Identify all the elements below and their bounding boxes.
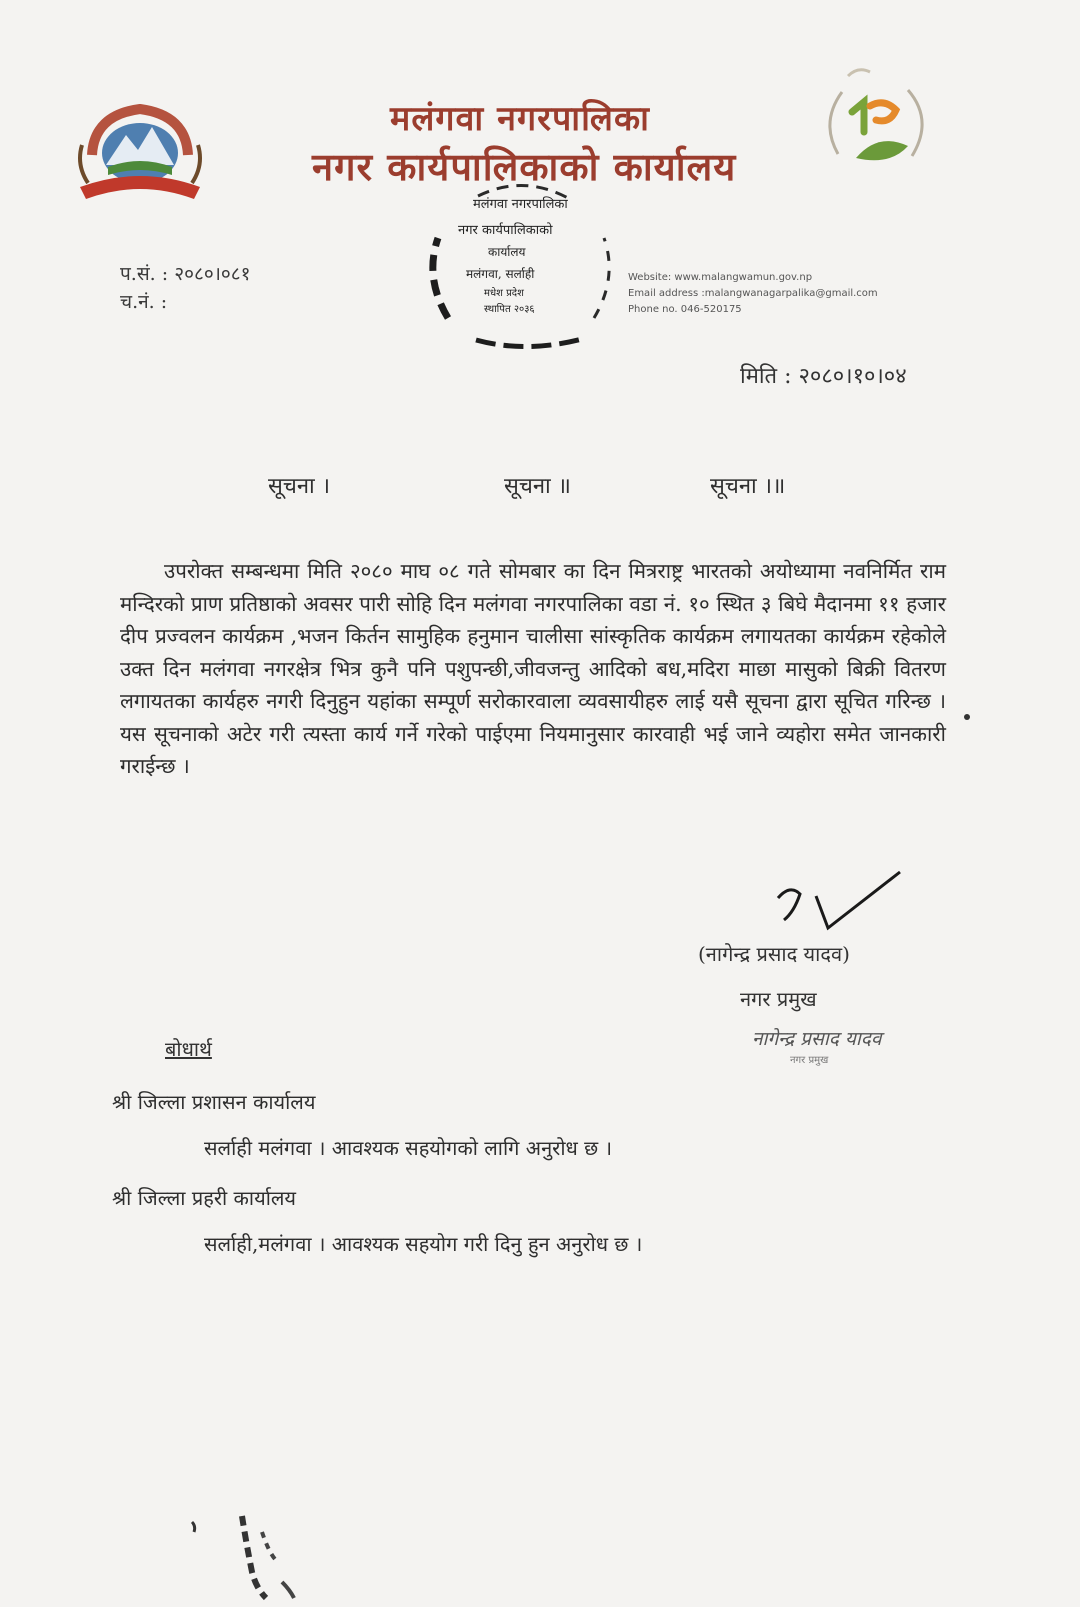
- ink-dot: [964, 714, 970, 720]
- seal-name: नागेन्द्र प्रसाद यादव: [752, 1028, 882, 1050]
- recipient-2-name: श्री जिल्ला प्रहरी कार्यालय: [112, 1186, 297, 1210]
- recipient-1-note: सर्लाही मलंगवा । आवश्यक सहयोगको लागि अनुरोध छ ।: [204, 1136, 613, 1160]
- office-subtitle: नगर कार्यपालिकाको कार्यालय: [312, 144, 737, 189]
- contact-email: Email address :malangwanagarpalika@gmail.com: [628, 288, 878, 299]
- recipient-2-note: सर्लाही,मलंगवा । आवश्यक सहयोग गरी दिनु हुन अनुरोध छ ।: [204, 1232, 643, 1256]
- signatory-title: नगर प्रमुख: [740, 987, 817, 1011]
- notice-heading-3: सूचना ।॥: [710, 474, 786, 499]
- reference-ps: प.सं. : २०८०।०८१: [120, 263, 251, 285]
- office-stamp: [418, 168, 628, 358]
- office-name: मलंगवा नगरपालिका: [390, 99, 650, 139]
- reference-cn: च.नं. :: [120, 291, 168, 313]
- stamp-line-3: कार्यालय: [488, 245, 526, 259]
- cc-heading: बोधार्थ: [165, 1037, 212, 1061]
- notice-heading-1: सूचना ।: [268, 474, 331, 499]
- notice-body: उपरोक्त सम्बन्धमा मिति २०८० माघ ०८ गते सोमबार का दिन मित्रराष्ट्र भारतको अयोध्यामा नवनिर्मित राम मन्दिरको प्राण प्रतिष्ठाको अवसर पारी सोहि दिन मलंगवा नगरपालिका वडा नं. १० स्थित ३ बिघे मैदानमा ११ हजार दीप प्रज्वलन कार्यक्रम ,भजन किर्तन सामुहिक हनुमान चालीसा सांस्कृतिक कार्यक्रम लगायतका कार्यक्रम रहेकोले उक्त दिन मलंगवा नगरक्षेत्र भित्र कुनै पनि पशुपन्छी,जीवजन्तु आदिको बध,मदिरा माछा मासुको बिक्री वितरण लगायतका कार्यहरु नगरी दिनुहुन यहांका सम्पूर्ण सरोकारवाला व्यवसायीहरु लाई यसै सूचना द्वारा सूचित गरिन्छ । यस सूचनाको अटेर गरी त्यस्ता कार्य गर्ने गरेको पाईएमा नियमानुसार कारवाही भई जाने व्यहोरा समेत जानकारी गराईन्छ ।: [120, 559, 946, 778]
- stamp-line-6: स्थापित २०३६: [484, 304, 535, 315]
- contact-phone: Phone no. 046-520175: [628, 304, 742, 315]
- signatory-name: (नागेन्द्र प्रसाद यादव): [698, 942, 850, 966]
- notice-heading-2: सूचना ॥: [504, 474, 571, 499]
- seal-title: नगर प्रमुख: [790, 1055, 829, 1066]
- stamp-line-2: नगर कार्यपालिकाको: [458, 223, 553, 238]
- letter-date: मिति : २०८०।१०।०४: [740, 364, 907, 389]
- signature-mark: [770, 868, 910, 938]
- recipient-1-name: श्री जिल्ला प्रशासन कार्यालय: [112, 1090, 316, 1114]
- municipality-logo-icon: [812, 62, 938, 182]
- ink-smudge: [182, 1502, 332, 1602]
- stamp-line-5: मधेश प्रदेश: [484, 288, 524, 299]
- contact-website: Website: www.malangwamun.gov.np: [628, 272, 813, 283]
- nepal-emblem-icon: [74, 95, 206, 207]
- stamp-line-1: मलंगवा नगरपालिका: [473, 197, 568, 212]
- stamp-line-4: मलंगवा, सर्लाही: [466, 267, 535, 281]
